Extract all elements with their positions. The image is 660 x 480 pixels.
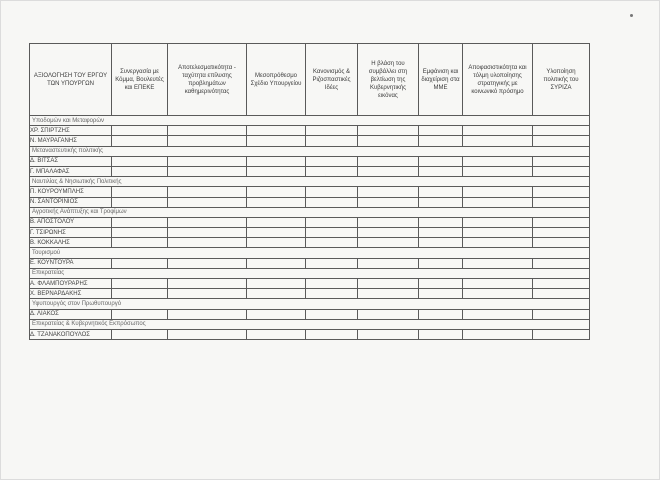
- rating-cell: [112, 136, 168, 146]
- rating-cell: [306, 187, 358, 197]
- rating-cell: [419, 228, 463, 238]
- rating-cell: [247, 126, 306, 136]
- minister-row: [30, 238, 590, 248]
- rating-cell: [168, 238, 247, 248]
- rating-cell: [533, 258, 590, 268]
- rating-cell: [358, 258, 419, 268]
- rating-cell: [306, 136, 358, 146]
- ministry-label: Επικρατείας: [30, 268, 112, 278]
- rating-cell: [463, 166, 533, 176]
- rating-cell: [463, 289, 533, 299]
- rating-cell: [358, 238, 419, 248]
- rating-cell: [419, 156, 463, 166]
- group-spacer: [306, 319, 358, 329]
- rating-cell: [533, 156, 590, 166]
- group-spacer: [358, 116, 419, 126]
- rating-cell: [533, 136, 590, 146]
- ministry-label: Υποδομών και Μεταφορών: [30, 116, 112, 126]
- group-spacer: [533, 207, 590, 217]
- minister-name: Δ. ΒΙΤΣΑΣ: [30, 156, 112, 166]
- group-spacer: [247, 116, 306, 126]
- rating-cell: [358, 329, 419, 339]
- group-spacer: [168, 299, 247, 309]
- group-spacer: [358, 268, 419, 278]
- ministry-label: Υφυπουργός στον Πρωθυπουργό: [30, 299, 112, 309]
- rating-cell: [168, 197, 247, 207]
- minister-name: Γ. ΜΠΑΛΑΦΑΣ: [30, 166, 112, 176]
- group-row: [30, 116, 590, 126]
- rating-cell: [419, 309, 463, 319]
- minister-name: Β. ΚΟΚΚΑΛΗΣ: [30, 238, 112, 248]
- minister-name: Χ. ΒΕΡΝΑΡΔΑΚΗΣ: [30, 289, 112, 299]
- rating-cell: [168, 156, 247, 166]
- group-spacer: [358, 207, 419, 217]
- rating-cell: [112, 279, 168, 289]
- rating-cell: [306, 329, 358, 339]
- group-spacer: [533, 116, 590, 126]
- rating-cell: [533, 197, 590, 207]
- ministry-label: Τουρισμού: [30, 248, 112, 258]
- rating-cell: [247, 329, 306, 339]
- group-spacer: [306, 146, 358, 156]
- evaluation-table: [29, 43, 590, 340]
- rating-cell: [358, 136, 419, 146]
- group-spacer: [419, 177, 463, 187]
- rating-cell: [306, 156, 358, 166]
- group-spacer: [463, 319, 533, 329]
- rating-cell: [112, 258, 168, 268]
- rating-cell: [463, 279, 533, 289]
- ministry-label: Αγροτικής Ανάπτυξης και Τροφίμων: [30, 207, 112, 217]
- minister-row: [30, 156, 590, 166]
- group-spacer: [112, 116, 168, 126]
- rating-cell: [533, 289, 590, 299]
- rating-cell: [112, 156, 168, 166]
- rating-cell: [168, 289, 247, 299]
- minister-name: Α. ΦΛΑΜΠΟΥΡΑΡΗΣ: [30, 279, 112, 289]
- rating-cell: [168, 136, 247, 146]
- rating-cell: [419, 136, 463, 146]
- scan-speck: [630, 14, 633, 17]
- header-regulation-ideas: Κανονισμός & Ριζοσπαστικές Ιδέες: [306, 44, 358, 116]
- group-spacer: [358, 319, 419, 329]
- rating-cell: [247, 166, 306, 176]
- rating-cell: [358, 156, 419, 166]
- ministry-label: Μεταναστευτικής πολιτικής: [30, 146, 112, 156]
- rating-cell: [306, 228, 358, 238]
- rating-cell: [112, 309, 168, 319]
- rating-cell: [306, 279, 358, 289]
- rating-cell: [533, 329, 590, 339]
- rating-cell: [533, 126, 590, 136]
- minister-name: Π. ΚΟΥΡΟΥΜΠΛΗΣ: [30, 187, 112, 197]
- minister-row: [30, 228, 590, 238]
- group-spacer: [306, 268, 358, 278]
- rating-cell: [533, 228, 590, 238]
- rating-cell: [112, 126, 168, 136]
- minister-name: Ε. ΚΟΥΝΤΟΥΡΑ: [30, 258, 112, 268]
- rating-cell: [463, 329, 533, 339]
- rating-cell: [112, 187, 168, 197]
- group-spacer: [247, 268, 306, 278]
- rating-cell: [533, 238, 590, 248]
- group-spacer: [463, 177, 533, 187]
- minister-name: Γ. ΤΣΙΡΩΝΗΣ: [30, 228, 112, 238]
- group-row: [30, 248, 590, 258]
- group-spacer: [533, 268, 590, 278]
- minister-row: [30, 289, 590, 299]
- rating-cell: [358, 228, 419, 238]
- group-spacer: [112, 146, 168, 156]
- header-row: [30, 44, 590, 116]
- group-row: [30, 146, 590, 156]
- group-row: [30, 177, 590, 187]
- minister-name: Β. ΑΠΟΣΤΟΛΟΥ: [30, 217, 112, 227]
- rating-cell: [306, 238, 358, 248]
- rating-cell: [306, 126, 358, 136]
- group-spacer: [168, 268, 247, 278]
- group-spacer: [533, 299, 590, 309]
- group-spacer: [463, 268, 533, 278]
- rating-cell: [419, 238, 463, 248]
- table-body: [30, 116, 590, 340]
- group-spacer: [306, 207, 358, 217]
- rating-cell: [358, 289, 419, 299]
- minister-name: Δ. ΤΖΑΝΑΚΟΠΟΥΛΟΣ: [30, 329, 112, 339]
- group-spacer: [168, 116, 247, 126]
- minister-row: [30, 309, 590, 319]
- group-spacer: [247, 319, 306, 329]
- minister-name: ΧΡ. ΣΠΙΡΤΖΗΣ: [30, 126, 112, 136]
- rating-cell: [419, 126, 463, 136]
- rating-cell: [419, 166, 463, 176]
- group-spacer: [247, 207, 306, 217]
- rating-cell: [112, 238, 168, 248]
- rating-cell: [533, 187, 590, 197]
- rating-cell: [358, 166, 419, 176]
- rating-cell: [306, 197, 358, 207]
- minister-name: Ν. ΜΑΥΡΑΓΑΝΗΣ: [30, 136, 112, 146]
- minister-row: [30, 217, 590, 227]
- group-spacer: [533, 319, 590, 329]
- rating-cell: [463, 187, 533, 197]
- group-spacer: [247, 146, 306, 156]
- header-media: Εμφάνιση και διαχείριση στα ΜΜΕ: [419, 44, 463, 116]
- header-decisiveness: Αποφασιστικότητα και τόλμη υλοποίησης στρατηγικής με κοινωνικό πρόσημο: [463, 44, 533, 116]
- group-row: [30, 268, 590, 278]
- rating-cell: [247, 197, 306, 207]
- minister-row: [30, 279, 590, 289]
- rating-cell: [247, 156, 306, 166]
- rating-cell: [463, 136, 533, 146]
- rating-cell: [463, 126, 533, 136]
- rating-cell: [247, 187, 306, 197]
- group-spacer: [168, 248, 247, 258]
- rating-cell: [112, 197, 168, 207]
- group-spacer: [358, 299, 419, 309]
- group-spacer: [358, 146, 419, 156]
- group-spacer: [306, 177, 358, 187]
- group-spacer: [306, 299, 358, 309]
- minister-name: Ν. ΣΑΝΤΟΡΙΝΙΟΣ: [30, 197, 112, 207]
- rating-cell: [247, 279, 306, 289]
- group-spacer: [463, 207, 533, 217]
- rating-cell: [247, 238, 306, 248]
- header-effectiveness: Αποτελεσματικότητα - ταχύτητα επίλυσης προβλημάτων καθημερινότητας: [168, 44, 247, 116]
- rating-cell: [419, 187, 463, 197]
- rating-cell: [463, 238, 533, 248]
- group-row: [30, 299, 590, 309]
- minister-row: [30, 258, 590, 268]
- rating-cell: [358, 126, 419, 136]
- rating-cell: [112, 329, 168, 339]
- rating-cell: [112, 289, 168, 299]
- group-spacer: [112, 248, 168, 258]
- header-government-image: Η βλάση του συμβάλλει στη βελτίωση της Κυβερνητικής εικόνας: [358, 44, 419, 116]
- group-spacer: [419, 319, 463, 329]
- group-row: [30, 207, 590, 217]
- group-spacer: [358, 248, 419, 258]
- rating-cell: [533, 166, 590, 176]
- rating-cell: [168, 166, 247, 176]
- rating-cell: [419, 258, 463, 268]
- rating-cell: [112, 166, 168, 176]
- group-spacer: [419, 146, 463, 156]
- minister-row: [30, 329, 590, 339]
- group-spacer: [533, 177, 590, 187]
- rating-cell: [419, 289, 463, 299]
- rating-cell: [358, 279, 419, 289]
- group-spacer: [463, 299, 533, 309]
- group-spacer: [463, 146, 533, 156]
- rating-cell: [419, 329, 463, 339]
- group-spacer: [247, 299, 306, 309]
- group-spacer: [247, 177, 306, 187]
- rating-cell: [306, 289, 358, 299]
- group-spacer: [463, 116, 533, 126]
- rating-cell: [463, 228, 533, 238]
- group-spacer: [306, 116, 358, 126]
- group-spacer: [168, 146, 247, 156]
- rating-cell: [247, 289, 306, 299]
- group-spacer: [419, 116, 463, 126]
- rating-cell: [306, 217, 358, 227]
- rating-cell: [168, 187, 247, 197]
- minister-row: [30, 197, 590, 207]
- rating-cell: [533, 279, 590, 289]
- group-spacer: [533, 248, 590, 258]
- rating-cell: [168, 217, 247, 227]
- group-spacer: [112, 268, 168, 278]
- minister-name: Δ. ΛΙΑΚΟΣ: [30, 309, 112, 319]
- rating-cell: [168, 126, 247, 136]
- rating-cell: [463, 217, 533, 227]
- header-syriza-policy: Υλοποίηση πολιτικής του ΣΥΡΙΖΑ: [533, 44, 590, 116]
- rating-cell: [168, 258, 247, 268]
- rating-cell: [247, 217, 306, 227]
- rating-cell: [168, 279, 247, 289]
- rating-cell: [533, 217, 590, 227]
- group-spacer: [419, 268, 463, 278]
- rating-cell: [533, 309, 590, 319]
- header-cooperation: Συνεργασία με Κόμμα, Βουλευτές και ΕΠΕΚΕ: [112, 44, 168, 116]
- rating-cell: [419, 217, 463, 227]
- minister-row: [30, 187, 590, 197]
- group-row: [30, 319, 590, 329]
- rating-cell: [306, 166, 358, 176]
- rating-cell: [419, 197, 463, 207]
- header-evaluation: ΑΞΙΟΛΟΓΗΣΗ ΤΟΥ ΕΡΓΟΥ ΤΩΝ ΥΠΟΥΡΓΩΝ: [30, 44, 112, 116]
- group-spacer: [419, 299, 463, 309]
- rating-cell: [112, 228, 168, 238]
- minister-row: [30, 136, 590, 146]
- group-spacer: [168, 207, 247, 217]
- rating-cell: [358, 217, 419, 227]
- minister-row: [30, 126, 590, 136]
- ministry-label: Ναυτιλίας & Νησιωτικής Πολιτικής: [30, 177, 112, 187]
- group-spacer: [168, 177, 247, 187]
- rating-cell: [247, 309, 306, 319]
- group-spacer: [463, 248, 533, 258]
- ministry-label: Επικρατείας & Κυβερνητικός Εκπρόσωπος: [30, 319, 112, 329]
- rating-cell: [168, 309, 247, 319]
- rating-cell: [463, 309, 533, 319]
- rating-cell: [463, 258, 533, 268]
- rating-cell: [419, 279, 463, 289]
- group-spacer: [168, 319, 247, 329]
- group-spacer: [419, 248, 463, 258]
- rating-cell: [358, 197, 419, 207]
- header-midterm-plan: Μεσοπρόθεσμο Σχέδιο Υπουργείου: [247, 44, 306, 116]
- rating-cell: [358, 309, 419, 319]
- rating-cell: [463, 156, 533, 166]
- rating-cell: [306, 258, 358, 268]
- group-spacer: [419, 207, 463, 217]
- rating-cell: [358, 187, 419, 197]
- rating-cell: [247, 136, 306, 146]
- rating-cell: [112, 217, 168, 227]
- group-spacer: [306, 248, 358, 258]
- minister-row: [30, 166, 590, 176]
- group-spacer: [247, 248, 306, 258]
- group-spacer: [533, 146, 590, 156]
- rating-cell: [306, 309, 358, 319]
- rating-cell: [247, 228, 306, 238]
- rating-cell: [463, 197, 533, 207]
- rating-cell: [168, 228, 247, 238]
- rating-cell: [168, 329, 247, 339]
- group-spacer: [358, 177, 419, 187]
- rating-cell: [247, 258, 306, 268]
